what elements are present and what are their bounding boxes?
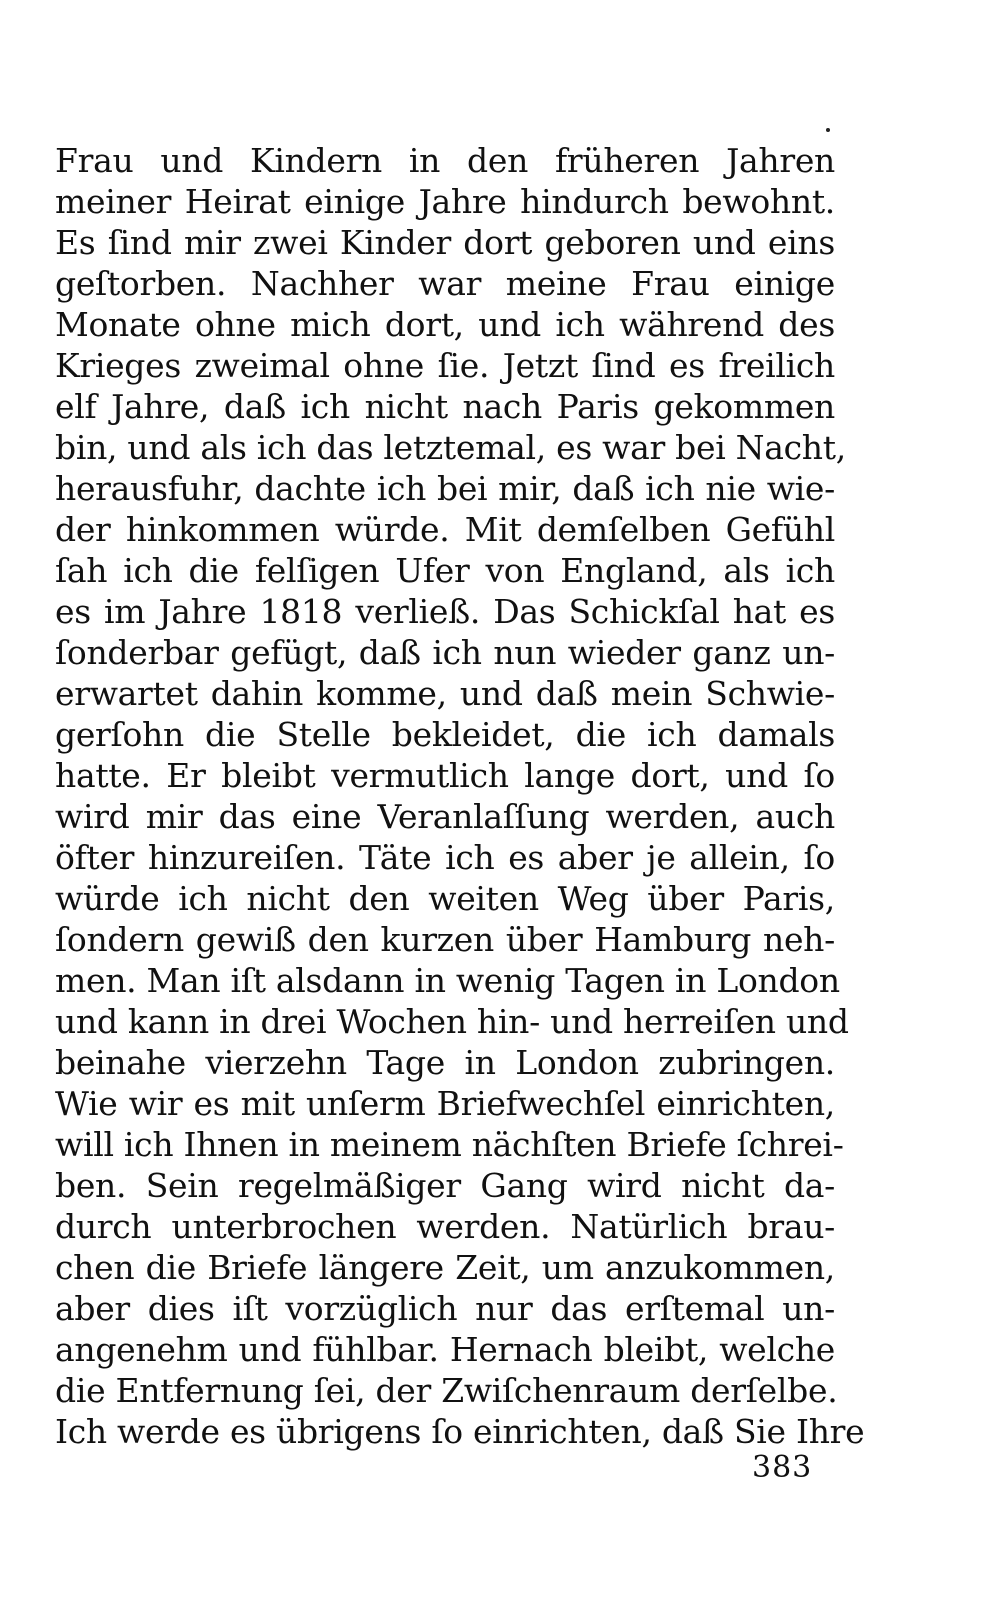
text-line: chen die Briefe längere Zeit, um anzukommen, [55, 1248, 835, 1287]
text-line: würde ich nicht den weiten Weg über Paris, [55, 879, 835, 918]
text-line: öfter hinzureiſen. Täte ich es aber je allein, ſo [55, 838, 835, 877]
text-line: Monate ohne mich dort, und ich während des [55, 305, 835, 344]
text-line: will ich Ihnen in meinem nächſten Briefe ſchrei- [55, 1125, 844, 1164]
text-line: Krieges zweimal ohne ſie. Jetzt ſind es freilich [55, 346, 835, 385]
text-line: ben. Sein regelmäßiger Gang wird nicht da- [55, 1166, 835, 1205]
text-line: ſonderbar gefügt, daß ich nun wieder ganz un- [55, 633, 835, 672]
text-line: erwartet dahin komme, und daß mein Schwie- [55, 674, 835, 713]
text-line: Frau und Kindern in den früheren Jahren [55, 141, 835, 180]
text-line: herausfuhr, dachte ich bei mir, daß ich nie wie- [55, 469, 835, 508]
text-line: und kann in drei Wochen hin- und herreiſen und [55, 1002, 849, 1041]
text-line: beinahe vierzehn Tage in London zubringen. [55, 1043, 835, 1082]
text-line: der hinkommen würde. Mit demſelben Gefühl [55, 510, 835, 549]
text-line: ſondern gewiß den kurzen über Hamburg neh- [55, 920, 835, 959]
text-line: hatte. Er bleibt vermutlich lange dort, und ſo [55, 756, 835, 795]
text-line: elf Jahre, daß ich nicht nach Paris gekommen [55, 387, 835, 426]
text-line: angenehm und fühlbar. Hernach bleibt, welche [55, 1330, 835, 1369]
text-line: meiner Heirat einige Jahre hindurch bewohnt. [55, 182, 835, 221]
text-line: geſtorben. Nachher war meine Frau einige [55, 264, 835, 303]
text-line: aber dies iſt vorzüglich nur das erſtemal un- [55, 1289, 835, 1328]
text-line: bin, und als ich das letztemal, es war bei Nacht, [55, 428, 846, 467]
body-text [55, 140, 865, 1452]
text-line: Ich werde es übrigens ſo einrichten, daß Sie Ihre [55, 1412, 865, 1451]
text-line: es im Jahre 1818 verließ. Das Schickſal hat es [55, 592, 835, 631]
text-line: ſah ich die felſigen Ufer von England, als ich [55, 551, 835, 590]
text-line: Es ſind mir zwei Kinder dort geboren und eins [55, 223, 835, 262]
text-line: gerſohn die Stelle bekleidet, die ich damals [55, 715, 835, 754]
text-line: Wie wir es mit unſerm Briefwechſel einrichten, [55, 1084, 835, 1123]
text-line: durch unterbrochen werden. Natürlich brau- [55, 1207, 835, 1246]
page-number: 383 [752, 1450, 813, 1485]
print-speck [826, 128, 830, 132]
text-line: wird mir das eine Veranlaſſung werden, auch [55, 797, 835, 836]
text-line: men. Man iſt alsdann in wenig Tagen in London [55, 961, 840, 1000]
text-line: die Entfernung ſei, der Zwiſchenraum derſelbe. [55, 1371, 838, 1410]
